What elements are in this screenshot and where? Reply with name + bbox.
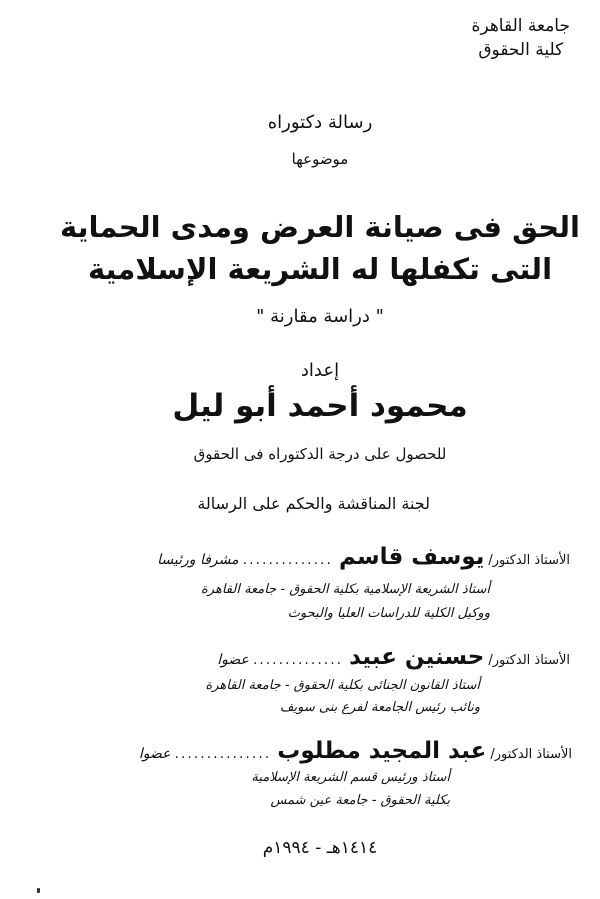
member-role: مشرفا ورئيسا <box>157 552 239 568</box>
committee-member-1 <box>157 544 570 570</box>
committee-member-3 <box>139 738 572 764</box>
member-role: عضوا <box>138 746 171 762</box>
member-name: يوسف قاسم <box>338 544 485 570</box>
committee-title: لجنة المناقشة والحكم على الرسالة <box>197 494 430 513</box>
member-3-position-2: بكلية الحقوق - جامعة عين شمس <box>270 793 450 808</box>
member-2-position: أستاذ القانون الجنائى بكلية الحقوق - جامعة القاهرة <box>205 678 480 693</box>
member-role: عضوا <box>217 652 249 668</box>
faculty-name: كلية الحقوق <box>478 40 564 60</box>
university-name: جامعة القاهرة <box>471 16 570 36</box>
member-1-position: أستاذ الشريعة الإسلامية بكلية الحقوق - جامعة القاهرة <box>200 582 490 597</box>
prepared-by-label: إعداد <box>300 360 340 381</box>
member-2-position-2: ونائب رئيس الجامعة لفرع بنى سويف <box>280 700 480 715</box>
degree-purpose: للحصول على درجة الدكتوراه فى الحقوق <box>193 445 447 463</box>
member-prefix: الأستاذ الدكتور/ <box>488 553 570 568</box>
committee-member-2 <box>217 644 570 670</box>
institution-header <box>472 14 570 62</box>
dotted-leader: .............. <box>242 552 333 568</box>
member-name: عبد المجيد مطلوب <box>277 738 487 764</box>
member-prefix: الأستاذ الدكتور/ <box>488 653 570 668</box>
member-name: حسنين عبيد <box>349 644 485 670</box>
dotted-leader: .............. <box>252 652 344 668</box>
study-type: " دراسة مقارنة " <box>256 306 384 327</box>
thesis-title-line-1: الحق فى صيانة العرض ومدى الحماية <box>59 210 580 244</box>
thesis-date: ١٤١٤هـ - ١٩٩٤م <box>262 838 378 858</box>
dotted-leader: ............... <box>174 746 272 762</box>
thesis-type: رسالة دكتوراه <box>267 112 373 133</box>
thesis-title-line-2: التى تكفلها له الشريعة الإسلامية <box>87 252 553 286</box>
scan-speck <box>37 888 40 893</box>
author-name: محمود أحمد أبو ليل <box>172 388 468 424</box>
member-prefix: الأستاذ الدكتور/ <box>490 747 572 762</box>
subject-label: موضوعها <box>291 150 349 168</box>
member-3-position: أستاذ ورئيس قسم الشريعة الإسلامية <box>251 770 450 785</box>
member-1-position-2: ووكيل الكلية للدراسات العليا والبحوث <box>287 606 490 621</box>
